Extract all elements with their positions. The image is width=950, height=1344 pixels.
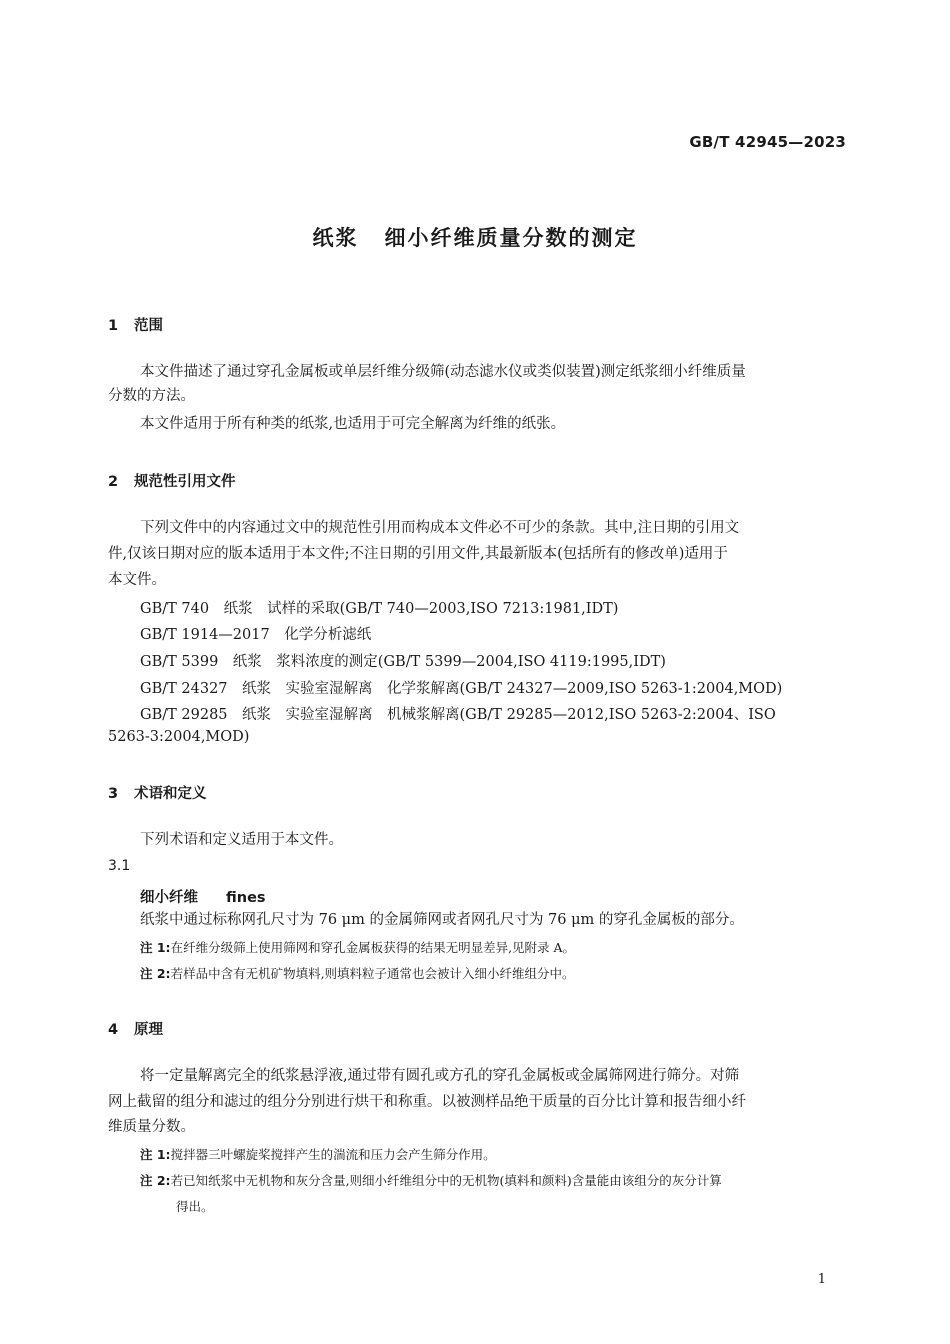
section-2-paragraph-line-3: 本文件。 [108, 572, 166, 588]
section-1-heading: 1 范围 [108, 318, 163, 334]
page-number: 1 [817, 1272, 826, 1287]
section-1-paragraph-2: 本文件适用于所有种类的纸浆,也适用于可完全解离为纤维的纸张。 [140, 416, 566, 432]
section-4-note-2: 注 2:若已知纸浆中无机物和灰分含量,则细小纤维组分中的无机物(填料和颜料)含量能由该组分的灰分计算 [140, 1173, 722, 1188]
term-english: fines [226, 890, 266, 906]
section-1-paragraph-1-line-2: 分数的方法。 [108, 388, 195, 404]
page-title [0, 222, 950, 252]
term-definition: 纸浆中通过标称网孔尺寸为 76 μm 的金属筛网或者网孔尺寸为 76 μm 的穿孔金属板的部分。 [140, 912, 744, 928]
section-2-heading: 2 规范性引用文件 [108, 474, 236, 490]
term-chinese: 细小纤维 [140, 890, 198, 906]
title-part-1: 纸浆 [312, 226, 359, 250]
reference-item: GB/T 29285 纸浆 实验室湿解离 机械浆解离(GB/T 29285—2012,ISO 5263-2:2004、ISO [140, 707, 776, 723]
section-1-paragraph-1-line-1: 本文件描述了通过穿孔金属板或单层纤维分级筛(动态滤水仪或类似装置)测定纸浆细小纤维质量 [140, 364, 746, 380]
title-part-2: 细小纤维质量分数的测定 [384, 226, 638, 250]
document-code: GB/T 42945—2023 [689, 133, 846, 151]
section-2-paragraph-line-1: 下列文件中的内容通过文中的规范性引用而构成本文件必不可少的条款。其中,注日期的引用文 [140, 520, 740, 536]
section-4-paragraph-line-3: 维质量分数。 [108, 1119, 195, 1135]
term-heading [140, 886, 266, 907]
section-2-paragraph-line-2: 件,仅该日期对应的版本适用于本文件;不注日期的引用文件,其最新版本(包括所有的修改单)适用于 [108, 546, 728, 562]
section-3-note-2: 注 2:若样品中含有无机矿物填料,则填料粒子通常也会被计入细小纤维组分中。 [140, 966, 575, 981]
section-3-heading: 3 术语和定义 [108, 786, 207, 802]
reference-item: GB/T 740 纸浆 试样的采取(GB/T 740—2003,ISO 7213:1981,IDT) [140, 601, 619, 617]
reference-item: GB/T 24327 纸浆 实验室湿解离 化学浆解离(GB/T 24327—2009,ISO 5263-1:2004,MOD) [140, 681, 783, 697]
section-4-note-1: 注 1:搅拌器三叶螺旋桨搅拌产生的湍流和压力会产生筛分作用。 [140, 1147, 496, 1162]
section-4-heading: 4 原理 [108, 1022, 163, 1038]
section-4-paragraph-line-1: 将一定量解离完全的纸浆悬浮液,通过带有圆孔或方孔的穿孔金属板或金属筛网进行筛分。对筛 [140, 1068, 740, 1084]
section-3-note-1: 注 1:在纤维分级筛上使用筛网和穿孔金属板获得的结果无明显差异,见附录 A。 [140, 940, 576, 955]
reference-item: GB/T 5399 纸浆 浆料浓度的测定(GB/T 5399—2004,ISO 4119:1995,IDT) [140, 654, 666, 670]
reference-item: GB/T 1914—2017 化学分析滤纸 [140, 627, 372, 643]
section-4-note-2-continuation: 得出。 [176, 1199, 214, 1214]
section-4-paragraph-line-2: 网上截留的组分和滤过的组分分别进行烘干和称重。以被测样品绝干质量的百分比计算和报告细小纤 [108, 1094, 746, 1110]
section-3-intro: 下列术语和定义适用于本文件。 [140, 832, 343, 848]
term-number: 3.1 [108, 858, 131, 874]
reference-item-continuation: 5263-3:2004,MOD) [108, 729, 250, 745]
